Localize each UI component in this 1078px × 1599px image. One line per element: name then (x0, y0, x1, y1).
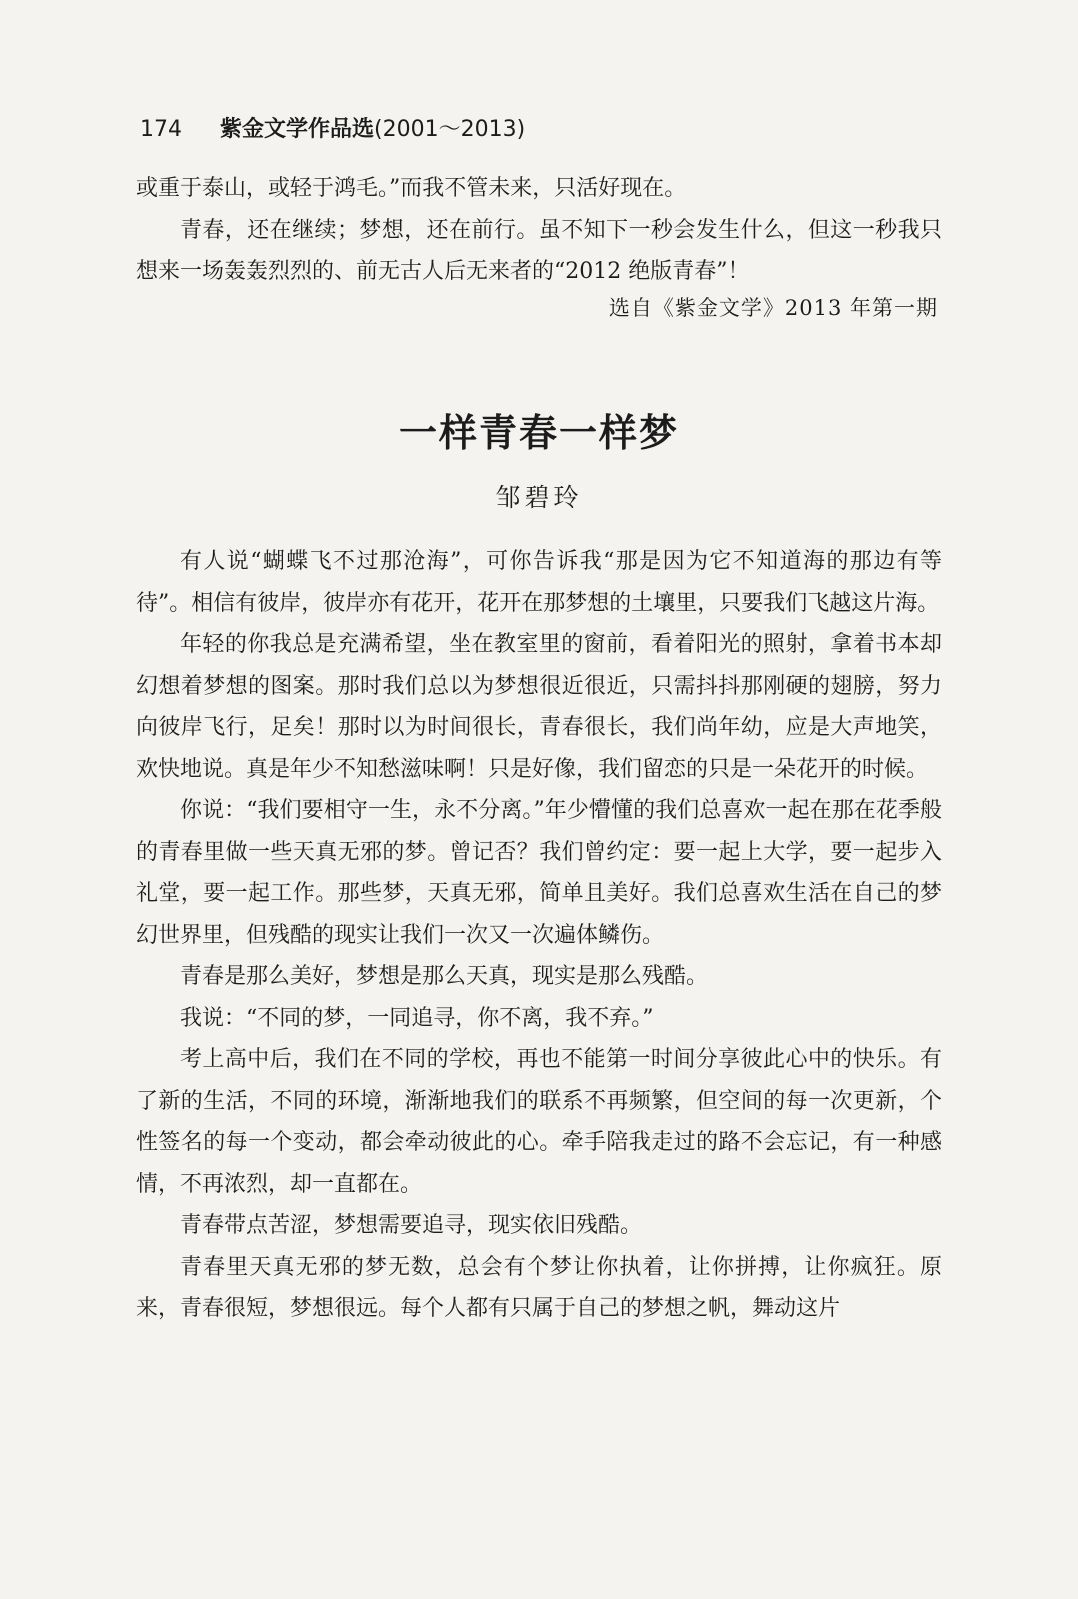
book-title: 紫金文学作品选 (220, 117, 375, 142)
source-citation: 选自《紫金文学》2013 年第一期 (608, 296, 938, 320)
paragraph: 青春，还在继续；梦想，还在前行。虽不知下一秒会发生什么，但这一秒我只想来一场轰轰烈烈的、前无古人后无来者的“2012 绝版青春”！ (136, 217, 942, 284)
paragraph: 我说：“不同的梦，一同追寻，你不离，我不弃。” (180, 1005, 654, 1031)
page-number: 174 (140, 117, 182, 142)
paragraph: 年轻的你我总是充满希望，坐在教室里的窗前，看着阳光的照射，拿着书本却幻想着梦想的图案。那时我们总以为梦想很近很近，只需抖抖那刚硬的翅膀，努力向彼岸飞行，足矣！那时以为时间很长，青春很长，我们尚年幼，应是大声地笑，欢快地说。真是年少不知愁滋味啊！只是好像，我们留恋的只是一朵花开的时候。 (136, 632, 942, 782)
paragraph: 青春里天真无邪的梦无数，总会有个梦让你执着，让你拼搏，让你疯狂。原来，青春很短，梦想很远。每个人都有只属于自己的梦想之帆，舞动这片 (136, 1254, 942, 1321)
paragraph: 有人说“蝴蝶飞不过那沧海”，可你告诉我“那是因为它不知道海的那边有等待”。相信有彼岸，彼岸亦有花开，花开在那梦想的土壤里，只要我们飞越这片海。 (136, 549, 942, 616)
paragraph: 或重于泰山，或轻于鸿毛。”而我不管未来，只活好现在。 (136, 176, 687, 201)
article-author: 邹碧玲 (495, 483, 583, 512)
paragraph: 你说：“我们要相守一生，永不分离。”年少懵懂的我们总喜欢一起在那在花季般的青春里做一些天真无邪的梦。曾记否？我们曾约定：要一起上大学，要一起步入礼堂，要一起工作。那些梦，天真无邪，简单且美好。我们总喜欢生活在自己的梦幻世界里，但残酷的现实让我们一次又一次遍体鳞伤。 (136, 798, 942, 948)
paragraph: 考上高中后，我们在不同的学校，再也不能第一时间分享彼此心中的快乐。有了新的生活，不同的环境，渐渐地我们的联系不再频繁，但空间的每一次更新，个性签名的每一个变动，都会牵动彼此的心。牵手陪我走过的路不会忘记，有一种感情，不再浓烈，却一直都在。 (136, 1047, 942, 1197)
article-body (136, 541, 942, 1330)
paragraph: 青春带点苦涩，梦想需要追寻，现实依旧残酷。 (180, 1213, 643, 1238)
paragraph: 青春是那么美好，梦想是那么天真，现实是那么残酷。 (180, 964, 709, 989)
article-title: 一样青春一样梦 (398, 411, 679, 455)
running-header (140, 112, 525, 143)
previous-article-ending (136, 168, 942, 293)
book-year-range: (2001～2013) (374, 117, 526, 142)
